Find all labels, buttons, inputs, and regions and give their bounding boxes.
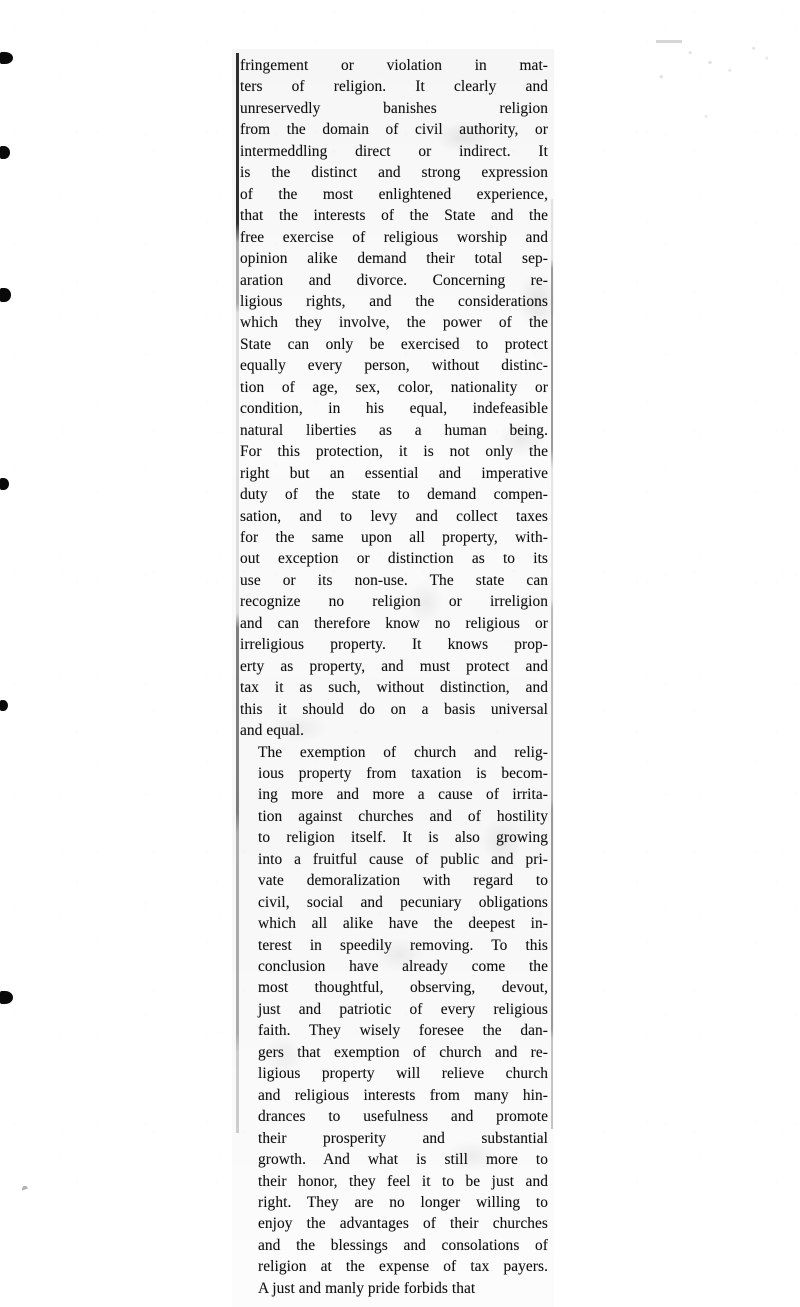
text-line: aration and divorce. Concerning re- <box>240 271 548 289</box>
text-line: State can only be exercised to protect <box>240 335 548 353</box>
text-line: their honor, they feel it to be just and <box>258 1172 548 1190</box>
text-line: duty of the state to demand compen- <box>240 486 548 504</box>
text-line: which all alike have the deepest in- <box>258 915 548 933</box>
text-line: and religious interests from many hin- <box>258 1086 548 1104</box>
text-line: tion against churches and of hostility <box>258 807 548 825</box>
top-right-speckle-artifact <box>648 24 780 134</box>
text-line: and equal. <box>240 722 305 740</box>
column-rule-left <box>236 53 239 1133</box>
text-line: opinion alike demand their total sep- <box>240 250 548 268</box>
scan-edge-blob <box>0 52 13 64</box>
text-line: to religion itself. It is also growing <box>258 829 548 847</box>
text-line: ligious rights, and the considerations <box>240 292 548 310</box>
text-line: condition, in his equal, indefeasible <box>240 400 548 418</box>
text-line: terest in speedily removing. To this <box>258 936 548 954</box>
newspaper-column <box>232 49 554 1307</box>
text-line: which they involve, the power of the <box>240 314 548 332</box>
text-line: that the interests of the State and the <box>240 207 548 225</box>
text-line: this it should do on a basis universal <box>240 700 548 718</box>
paragraph <box>240 55 548 742</box>
text-line: fringement or violation in mat- <box>240 57 548 74</box>
text-line: religion at the expense of tax payers. <box>258 1258 548 1276</box>
scan-edge-blob <box>0 288 11 302</box>
text-line: natural liberties as a human being. <box>240 421 548 439</box>
text-line: irreligious property. It knows prop- <box>240 636 548 654</box>
scan-edge-blob <box>0 478 9 490</box>
text-line: ligious property will relieve church <box>258 1065 548 1083</box>
text-line: of the most enlightened experience, <box>240 185 548 203</box>
text-line: tion of age, sex, color, nationality or <box>240 378 548 396</box>
text-line: out exception or distinction as to its <box>240 550 548 568</box>
text-line: into a fruitful cause of public and pri- <box>258 850 548 868</box>
scan-edge-blob <box>0 146 10 159</box>
text-line: their prosperity and substantial <box>258 1129 548 1147</box>
text-line: from the domain of civil authority, or <box>240 121 548 139</box>
text-line: equally every person, without distinc- <box>240 357 548 375</box>
text-line: right. They are no longer willing to <box>258 1194 548 1212</box>
text-line: recognize no religion or irreligion <box>240 593 548 611</box>
text-line: ing more and more a cause of irrita- <box>258 786 548 804</box>
scan-edge-blob <box>0 700 8 711</box>
text-line: sation, and to levy and collect taxes <box>240 507 548 525</box>
column-rule-right <box>551 199 553 1129</box>
text-line: just and patriotic of every religious <box>258 1000 548 1018</box>
text-line: tax it as such, without distinction, and <box>240 679 548 697</box>
article-body-text <box>240 55 548 1299</box>
text-line: intermeddling direct or indirect. It <box>240 142 548 160</box>
text-line: right but an essential and imperative <box>240 464 548 482</box>
text-line: for the same upon all property, with- <box>240 528 548 546</box>
text-line: and the blessings and consolations of <box>258 1236 548 1254</box>
text-line: faith. They wisely foresee the dan- <box>258 1022 548 1040</box>
text-line: gers that exemption of church and re- <box>258 1043 548 1061</box>
text-line: ters of religion. It clearly and <box>240 78 548 96</box>
text-line: civil, social and pecuniary obligations <box>258 893 548 911</box>
text-line: use or its non-use. The state can <box>240 571 548 589</box>
text-line: most thoughtful, observing, devout, <box>258 979 548 997</box>
text-line: erty as property, and must protect and <box>240 657 548 675</box>
text-line: is the distinct and strong expression <box>240 164 548 182</box>
text-line: unreservedly banishes religion <box>240 99 548 117</box>
text-line: and can therefore know no religious or <box>240 614 548 632</box>
text-line: free exercise of religious worship and <box>240 228 548 246</box>
text-line: vate demoralization with regard to <box>258 872 548 890</box>
text-line: ious property from taxation is becom- <box>258 764 548 782</box>
text-line: conclusion have already come the <box>258 958 548 976</box>
text-line: The exemption of church and relig- <box>258 743 548 761</box>
text-line: For this protection, it is not only the <box>240 443 548 461</box>
paragraph <box>240 742 548 1300</box>
scan-edge-blob <box>0 991 13 1004</box>
text-line: enjoy the advantages of their churches <box>258 1215 548 1233</box>
bottom-left-pencil-mark <box>22 1186 28 1195</box>
text-line: growth. And what is still more to <box>258 1151 548 1169</box>
text-line: drances to usefulness and promote <box>258 1108 548 1126</box>
text-line: A just and manly pride forbids that <box>258 1279 476 1297</box>
